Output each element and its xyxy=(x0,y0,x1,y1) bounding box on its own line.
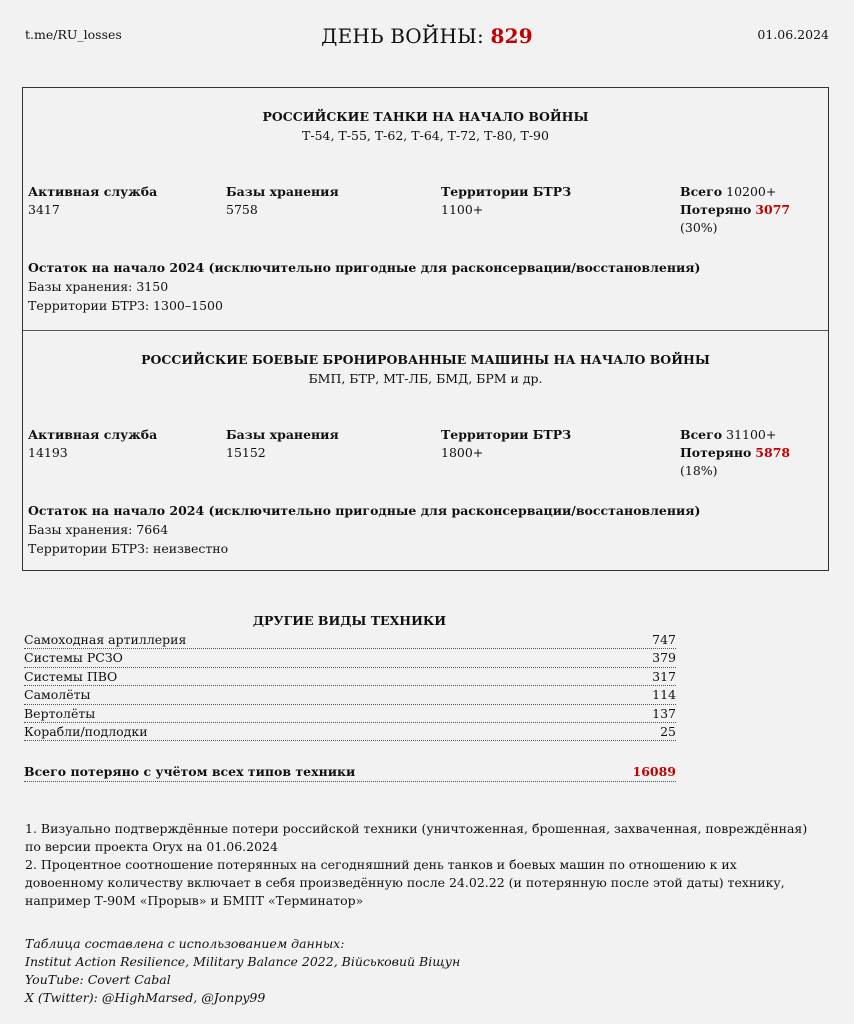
tanks-section xyxy=(23,88,828,331)
tanks-remainder-title: Остаток на начало 2024 (исключительно пригодные для расконсервации/восстановления) xyxy=(28,260,701,275)
afv-lost-pct: (18%) xyxy=(680,463,718,478)
header xyxy=(0,0,854,70)
tanks-remainder xyxy=(28,258,700,315)
afv-remainder-storage: Базы хранения: 7664 xyxy=(28,522,169,537)
tanks-remainder-btrz: Территории БТРЗ: 1300–1500 xyxy=(28,298,223,313)
item-value: 114 xyxy=(652,687,676,703)
item-label: Самоходная артиллерия xyxy=(24,632,187,647)
report-date: 01.06.2024 xyxy=(757,27,829,42)
list-item xyxy=(24,686,676,704)
afv-remainder-btrz: Территории БТРЗ: неизвестно xyxy=(28,541,229,556)
afv-total-value: 31100+ xyxy=(726,427,777,442)
war-day-number: 829 xyxy=(490,24,533,48)
credits-youtube: YouTube: Covert Cabal xyxy=(25,972,171,987)
tanks-btrz xyxy=(441,183,571,219)
other-equipment-list xyxy=(24,631,676,741)
tanks-title: РОССИЙСКИЕ ТАНКИ НА НАЧАЛО ВОЙНЫ xyxy=(262,109,589,124)
credits-twitter: X (Twitter): @HighMarsed, @Jonpy99 xyxy=(25,990,266,1005)
afv-section xyxy=(23,331,828,571)
footnote-2: 2. Процентное соотношение потерянных на сегодняшний день танков и боевых машин по отношению к их довоенному количеству включает в себя произведённую после 24.02.22 (и потерянную после этой даты) технику, например Т-90М «Прорыв» и БМПТ «Терминатор» xyxy=(25,857,785,908)
tanks-active-value: 3417 xyxy=(28,202,60,217)
afv-storage-label: Базы хранения xyxy=(226,427,339,442)
afv-btrz-label: Территории БТРЗ xyxy=(441,427,572,442)
afv-title: РОССИЙСКИЕ БОЕВЫЕ БРОНИРОВАННЫЕ МАШИНЫ НА НАЧАЛО ВОЙНЫ xyxy=(141,352,710,367)
item-value: 317 xyxy=(652,668,676,684)
list-item xyxy=(24,631,676,649)
afv-active-value: 14193 xyxy=(28,445,68,460)
page-title xyxy=(0,24,854,48)
title-prefix: ДЕНЬ ВОЙНЫ: xyxy=(321,24,491,48)
list-item xyxy=(24,705,676,723)
tanks-btrz-value: 1100+ xyxy=(441,202,484,217)
tanks-storage-value: 5758 xyxy=(226,202,258,217)
tanks-lost-value: 3077 xyxy=(755,202,791,217)
item-value: 137 xyxy=(652,705,676,721)
tanks-btrz-label: Территории БТРЗ xyxy=(441,184,572,199)
credits xyxy=(25,935,460,1007)
main-table xyxy=(22,87,829,571)
list-item xyxy=(24,668,676,686)
tanks-active xyxy=(28,183,157,219)
source-link[interactable]: t.me/RU_losses xyxy=(25,27,122,42)
total-losses-row xyxy=(24,763,676,782)
tanks-lost-pct: (30%) xyxy=(680,220,718,235)
item-label: Корабли/подлодки xyxy=(24,723,148,739)
footnote-1: 1. Визуально подтверждённые потери российской техники (уничтоженная, брошенная, захваченная, повреждённая) по версии проекта Oryx на 01.06.2024 xyxy=(25,821,808,854)
list-item xyxy=(24,723,676,741)
total-losses-value: 16089 xyxy=(632,764,676,779)
tanks-summary xyxy=(680,183,828,237)
credits-sources: Institut Action Resilience, Military Balance 2022, Військовий Віщун xyxy=(25,954,461,969)
afv-btrz-value: 1800+ xyxy=(441,445,484,460)
afv-btrz xyxy=(441,426,571,462)
item-value: 379 xyxy=(652,650,676,666)
footnotes xyxy=(25,820,815,910)
afv-lost-label: Потеряно xyxy=(680,445,752,460)
afv-total-label: Всего xyxy=(680,427,723,442)
item-label: Самолёты xyxy=(24,687,91,703)
tanks-storage xyxy=(226,183,339,219)
afv-active-label: Активная служба xyxy=(28,427,158,442)
other-equipment-title: ДРУГИЕ ВИДЫ ТЕХНИКИ xyxy=(252,613,447,628)
afv-storage-value: 15152 xyxy=(226,445,266,460)
afv-summary xyxy=(680,426,828,480)
afv-subtitle: БМП, БТР, МТ-ЛБ, БМД, БРМ и др. xyxy=(308,371,543,386)
tanks-remainder-storage: Базы хранения: 3150 xyxy=(28,279,169,294)
tanks-storage-label: Базы хранения xyxy=(226,184,339,199)
afv-storage xyxy=(226,426,339,462)
afv-active xyxy=(28,426,157,462)
item-value: 25 xyxy=(660,723,676,739)
afv-lost-value: 5878 xyxy=(755,445,791,460)
credits-intro: Таблица составлена с использованием данных: xyxy=(25,936,345,951)
tanks-subtitle: Т-54, Т-55, Т-62, Т-64, Т-72, Т-80, Т-90 xyxy=(302,128,549,143)
tanks-lost-label: Потеряно xyxy=(680,202,752,217)
total-losses-label: Всего потеряно с учётом всех типов техники xyxy=(24,764,356,779)
afv-remainder-title: Остаток на начало 2024 (исключительно пригодные для расконсервации/восстановления) xyxy=(28,503,701,518)
item-value: 747 xyxy=(652,632,676,647)
tanks-total-value: 10200+ xyxy=(726,184,777,199)
afv-remainder xyxy=(28,501,700,558)
item-label: Вертолёты xyxy=(24,705,96,721)
item-label: Системы РСЗО xyxy=(24,650,123,666)
tanks-total-label: Всего xyxy=(680,184,723,199)
item-label: Системы ПВО xyxy=(24,668,118,684)
tanks-active-label: Активная служба xyxy=(28,184,158,199)
list-item xyxy=(24,649,676,667)
